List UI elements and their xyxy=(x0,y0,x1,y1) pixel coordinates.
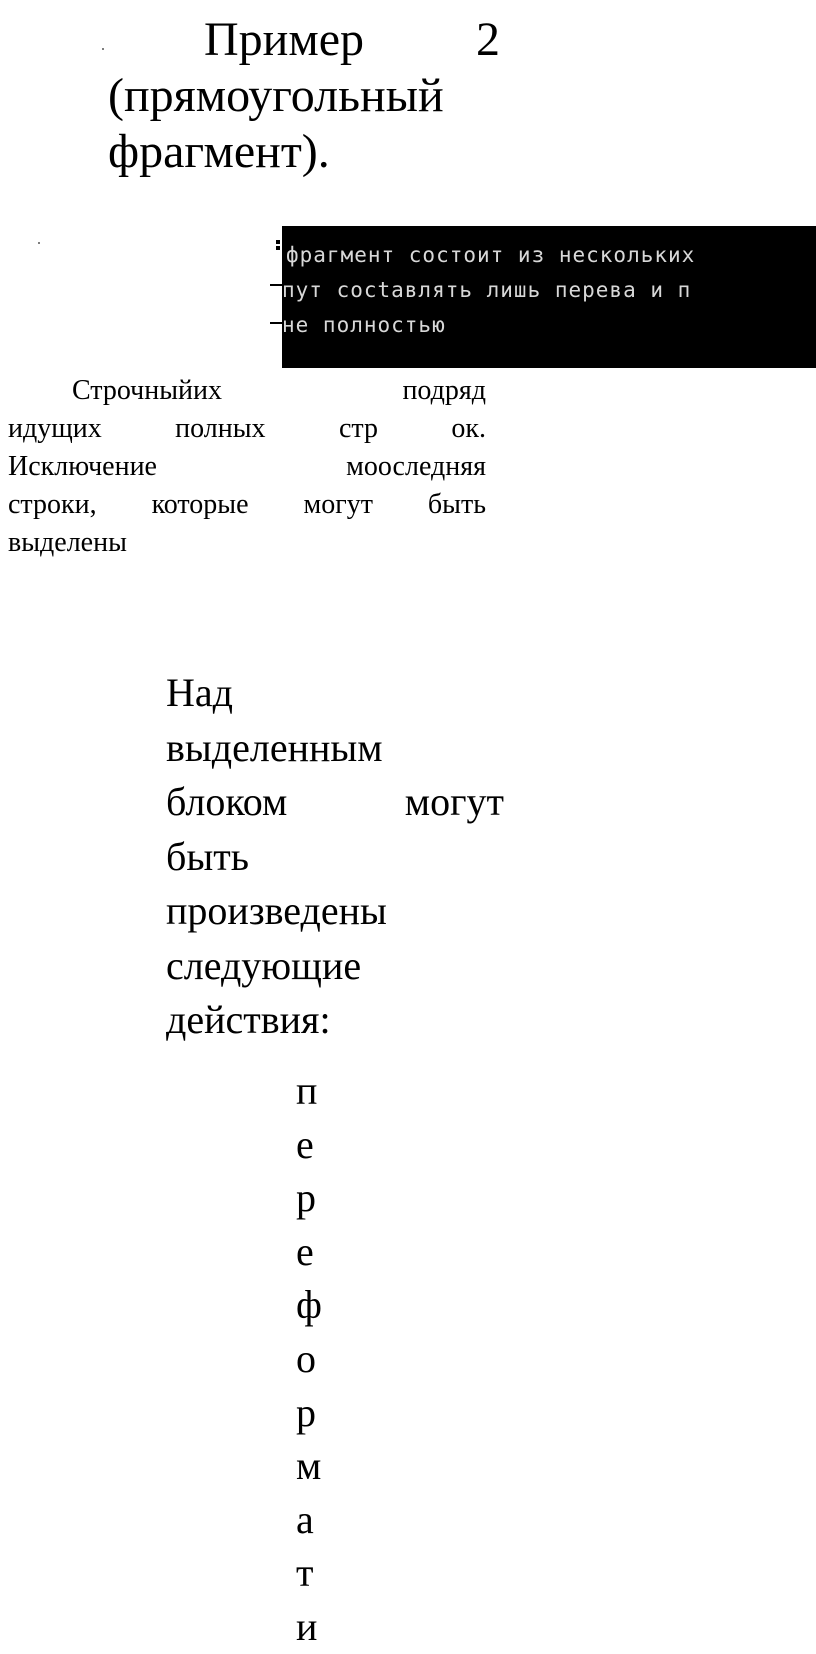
vertical-letter: р xyxy=(296,1389,316,1435)
selection-edge-marks xyxy=(270,236,282,336)
word: Строчныйих xyxy=(72,375,223,406)
paragraph-line-3 xyxy=(8,448,486,486)
word: быть xyxy=(427,489,486,520)
speck-mark xyxy=(102,48,104,50)
big-line-4: быть xyxy=(166,833,249,879)
word: могут xyxy=(303,489,373,520)
big-line-1: Над xyxy=(166,670,233,715)
title-line-1 xyxy=(108,12,500,68)
word: подряд xyxy=(402,375,486,406)
selected-fragment[interactable] xyxy=(282,226,816,368)
paragraph-line-4 xyxy=(8,486,486,524)
word: которые xyxy=(151,489,249,520)
word: мооследняя xyxy=(346,451,486,482)
big-line-2: выделенным xyxy=(166,724,383,770)
vertical-letter: р xyxy=(296,1175,316,1221)
selected-line-1: фрагмент состоит из нескольких xyxy=(286,243,696,267)
vertical-letter: п xyxy=(296,1068,318,1113)
word: Исключение xyxy=(8,451,157,482)
vertical-letter: и xyxy=(296,1603,318,1649)
word: полных xyxy=(175,413,266,444)
word: блоком xyxy=(166,779,288,824)
vertical-letter: е xyxy=(296,1121,314,1167)
body-paragraph xyxy=(8,372,486,562)
vertical-letter: о xyxy=(296,1335,316,1381)
title-line-2: (прямоугольный xyxy=(108,69,444,122)
big-line-5: произведены xyxy=(166,888,387,933)
word: стр xyxy=(338,413,378,444)
title-number: 2 xyxy=(476,13,500,66)
title-word: Пример xyxy=(204,13,365,66)
paragraph-line-1 xyxy=(8,372,486,410)
speck-mark xyxy=(38,242,40,244)
big-line-7: действия: xyxy=(166,997,331,1042)
vertical-letter: а xyxy=(296,1496,314,1542)
vertical-letter: т xyxy=(296,1550,314,1596)
example-title xyxy=(108,12,500,180)
actions-intro-block xyxy=(166,666,504,1048)
word: могут xyxy=(404,779,504,824)
word: выделены xyxy=(8,527,127,558)
big-line-3 xyxy=(166,775,504,830)
word: идущих xyxy=(8,413,102,444)
vertical-letter: м xyxy=(296,1443,322,1489)
big-line-6: следующие xyxy=(166,942,362,988)
vertical-word-column xyxy=(296,1064,346,1654)
title-line-3: фрагмент). xyxy=(108,125,330,178)
vertical-letter: ф xyxy=(296,1282,322,1328)
selected-line-3: не полностью xyxy=(282,313,446,337)
vertical-letter: е xyxy=(296,1228,314,1274)
word: строки, xyxy=(8,489,97,520)
selected-line-2: пут сосtавлять лишь перевa и п xyxy=(282,278,692,302)
word: ок. xyxy=(451,413,486,444)
paragraph-line-2 xyxy=(8,410,486,448)
paragraph-line-5 xyxy=(8,524,486,562)
